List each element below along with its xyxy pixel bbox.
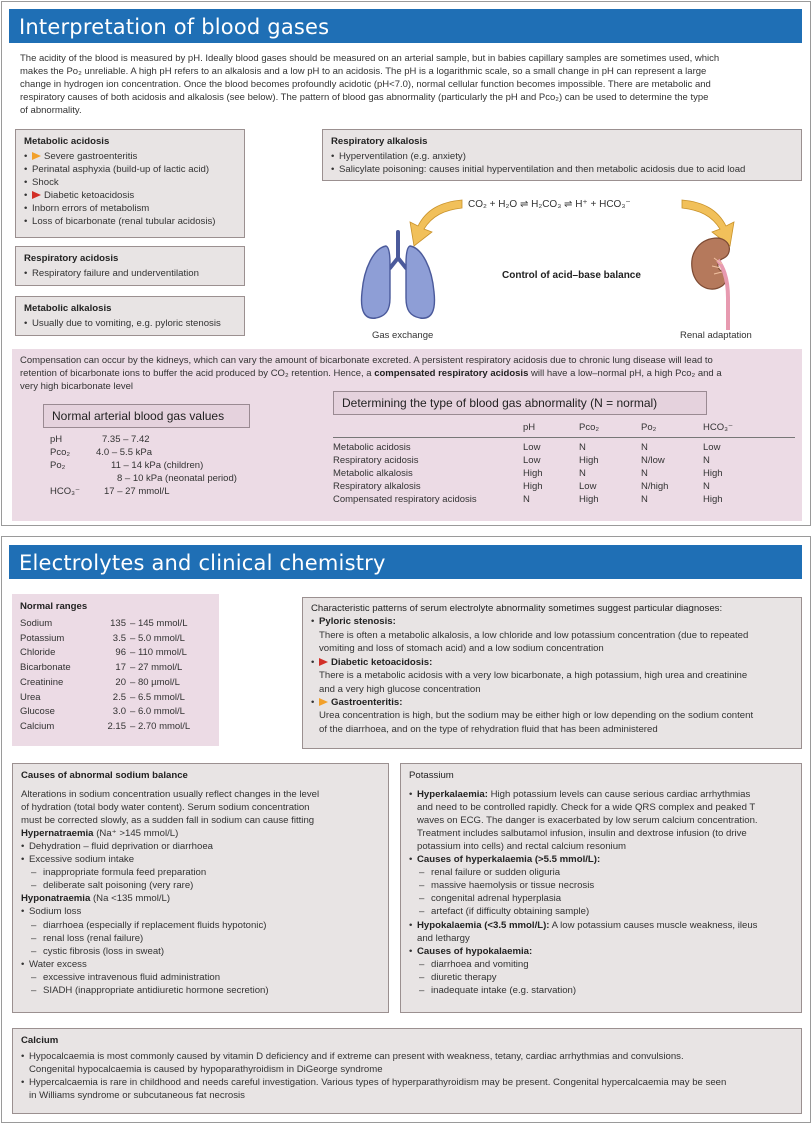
metabolic-acidosis-heading: Metabolic acidosis [24, 136, 110, 147]
list-item: – congenital adrenal hyperplasia [409, 892, 793, 905]
list-item: • Severe gastroenteritis [24, 150, 236, 163]
hyperkalaemia-text: and need to be controlled rapidly. Check for a wide QRS complex and peaked T waves on ECG. The danger is exacerbated by low serum calcium concentration. Treatment includes salbutamol infusion, insulin and dextrose infusion (to drive potassium into cells) and rectal calcium resonium [417, 802, 758, 853]
table-row: Potassium 3.5 – 5.0 mmol/L [20, 632, 185, 644]
list-item: – deliberate salt poisoning (very rare) [21, 879, 380, 892]
list-item: – cystic fibrosis (loss in sweat) [21, 945, 380, 958]
list-item: – renal failure or sudden oliguria [409, 866, 793, 879]
determining-heading-box [333, 391, 707, 415]
list-item: • Hyperventilation (e.g. anxiety) [331, 150, 793, 163]
intro-line: respiratory causes of both acidosis and alkalosis (see below). The pattern of blood gas abnormality (particularly the pH and Pco₂) can be used to determine the type [20, 92, 709, 103]
table-row: 8 – 10 kPa (neonatal period) [117, 472, 237, 484]
table-row: Sodium 135 – 145 mmol/L [20, 618, 188, 630]
orange-flag-icon [319, 698, 328, 706]
gastro-text: Urea concentration is high, but the sodium may be either high or low depending on the sodium content of the diarrhoea, and on the type of rehydration fluid that has been administered [319, 710, 754, 735]
list-item: • Sodium loss [21, 905, 380, 918]
table-row: Bicarbonate 17 – 27 mmol/L [20, 662, 183, 674]
acid-base-center-label: Control of acid–base balance [502, 270, 641, 281]
compensation-line: retention of bicarbonate ions to buffer the acid produced by CO₂ retention. Hence, a compensated respiratory acidosis will have a low–normal pH, a high Pco₂ and a [20, 368, 722, 380]
metabolic-alkalosis-box [15, 296, 245, 336]
table-row: Glucose 3.0 – 6.0 mmol/L [20, 706, 185, 718]
table-row: Respiratory acidosis Low High N/low N [333, 454, 710, 466]
list-item: – inappropriate formula feed preparation [21, 866, 380, 879]
normal-ranges-table [20, 617, 190, 735]
red-flag-icon [319, 658, 328, 666]
list-item: – excessive intravenous fluid administration [21, 971, 380, 984]
respiratory-alkalosis-heading: Respiratory alkalosis [331, 136, 428, 147]
normal-ranges-box [12, 594, 219, 746]
compensation-line: very high bicarbonate level [20, 381, 134, 393]
sodium-heading: Causes of abnormal sodium balance [21, 770, 188, 781]
list-item: • Hypercalcaemia is rare in childhood and needs careful investigation. Various types of hyperparathyroidism may be present. Congenital hypercalcaemia may be seen in Williams syndrome or subcutaneous fat necrosis [21, 1076, 793, 1102]
list-item: – diarrhoea (especially if replacement fluids hypotonic) [21, 919, 380, 932]
lungs-icon [362, 232, 435, 318]
acid-base-diagram [340, 188, 800, 348]
list-item: • Causes of hyperkalaemia (>5.5 mmol/L): [409, 853, 793, 866]
gas-exchange-label: Gas exchange [372, 330, 434, 341]
patterns-heading: Characteristic patterns of serum electrolyte abnormality sometimes suggest particular diagnoses: [311, 603, 723, 614]
table-row: Calcium 2.15 – 2.70 mmol/L [20, 721, 191, 733]
intro-line: of abnormality. [20, 105, 82, 116]
blood-gases-intro [20, 52, 800, 117]
list-item: • Shock [24, 176, 236, 189]
red-flag-icon [32, 191, 41, 199]
list-item: • Usually due to vomiting, e.g. pyloric stenosis [24, 317, 236, 330]
hypokalaemia-text: and lethargy [417, 932, 470, 944]
respiratory-acidosis-box [15, 246, 245, 286]
hypernatraemia-heading: Hypernatraemia (Na⁺ >145 mmol/L) [21, 828, 179, 840]
list-item: – SIADH (inappropriate antidiuretic hormone secretion) [21, 984, 380, 997]
table-row: Metabolic acidosis Low N N Low [333, 441, 721, 453]
list-item: – inadequate intake (e.g. starvation) [409, 984, 793, 997]
acid-base-illustration [340, 188, 800, 348]
list-item: • Inborn errors of metabolism [24, 202, 236, 215]
acid-base-equation: CO₂ + H₂O ⇌ H₂CO₃ ⇌ H⁺ + HCO₃⁻ [468, 199, 631, 210]
pyloric-text: There is often a metabolic alkalosis, a low chloride and low potassium concentration (due to repeated vomiting and loss of stomach acid) and a low sodium concentration [319, 629, 749, 655]
list-item: • Dehydration – fluid deprivation or diarrhoea [21, 840, 380, 853]
table-row: Creatinine 20 – 80 µmol/L [20, 676, 180, 688]
dka-text: There is a metabolic acidosis with a very low bicarbonate, a high potassium, high urea and creatinine and a very high glucose concentration [319, 670, 748, 695]
renal-adaptation-label: Renal adaptation [680, 330, 752, 341]
list-item: • Diabetic ketoacidosis [24, 189, 236, 202]
table-row: Respiratory alkalosis High Low N/high N [333, 480, 710, 492]
table-row: Po₂ 11 – 14 kPa (children) [50, 459, 204, 471]
list-item: – diuretic therapy [409, 971, 793, 984]
table-row: Metabolic alkalosis High N N High [333, 467, 723, 479]
blood-gases-title: Interpretation of blood gases [9, 9, 802, 43]
respiratory-alkalosis-box [322, 129, 802, 181]
potassium-heading: Potassium [409, 770, 454, 781]
table-row: pH 7.35 – 7.42 [50, 434, 150, 445]
normal-values-heading-box [43, 404, 250, 428]
list-item: • Loss of bicarbonate (renal tubular acidosis) [24, 215, 236, 228]
sodium-balance-box [12, 763, 389, 1013]
list-item: • Hyperkalaemia: High potassium levels can cause serious cardiac arrhythmias [409, 788, 793, 801]
list-item: • Perinatal asphyxia (build-up of lactic acid) [24, 163, 236, 176]
determining-heading: Determining the type of blood gas abnormality (N = normal) [342, 396, 658, 410]
sodium-intro: Alterations in sodium concentration usually reflect changes in the level of hydration (total body water content). Serum sodium concentration must be corrected slowly, as a sudden fall in sodium can cause fitting [21, 789, 320, 827]
list-item: • Respiratory failure and underventilation [24, 267, 236, 280]
intro-line: makes the Po₂ unreliable. A high pH refers to an alkalosis and a low pH to an acidosis. The pH is a logarithmic scale, so a small change in pH can represent a large [20, 66, 707, 77]
list-item: • Gastroenteritis: [311, 696, 793, 709]
kidney-icon [692, 238, 730, 330]
list-item: – diarrhoea and vomiting [409, 958, 793, 971]
table-row: Urea 2.5 – 6.5 mmol/L [20, 691, 185, 703]
metabolic-alkalosis-heading: Metabolic alkalosis [24, 303, 112, 314]
arrow-left-icon [410, 200, 462, 246]
list-item: – massive haemolysis or tissue necrosis [409, 879, 793, 892]
list-item: • Pyloric stenosis: [311, 615, 793, 628]
table-row: Chloride 96 – 110 mmol/L [20, 647, 187, 659]
table-row: Pco₂ 4.0 – 5.5 kPa [50, 446, 152, 458]
metabolic-acidosis-box [15, 129, 245, 238]
electrolyte-patterns-box [302, 597, 802, 749]
table-header-row: pH Pco₂ Po₂ HCO₃⁻ [333, 422, 795, 437]
calcium-heading: Calcium [21, 1035, 59, 1046]
normal-values-table [50, 434, 237, 499]
list-item: • Salicylate poisoning: causes initial hyperventilation and then metabolic acidosis due to acid load [331, 163, 793, 176]
potassium-box [400, 763, 802, 1013]
normal-ranges-heading: Normal ranges [20, 601, 88, 612]
list-item: – renal loss (renal failure) [21, 932, 380, 945]
orange-flag-icon [32, 152, 41, 160]
list-item: • Excessive sodium intake [21, 853, 380, 866]
calcium-box [12, 1028, 802, 1114]
respiratory-acidosis-heading: Respiratory acidosis [24, 253, 119, 264]
list-item: • Hypocalcaemia is most commonly caused by vitamin D deficiency and if extreme can present with weakness, tetany, cardiac arrhythmias and convulsions. Congenital hypocalcaemia is caused by hypoparathyroidism in DiGeorge syndrome [21, 1050, 793, 1076]
normal-values-heading: Normal arterial blood gas values [52, 409, 225, 423]
list-item: • Diabetic ketoacidosis: [311, 656, 793, 669]
intro-line: The acidity of the blood is measured by pH. Ideally blood gases should be measured on an arterial sample, but in babies capillary samples are sometimes used, which [20, 53, 720, 64]
list-item: • Hypokalaemia (<3.5 mmol/L): A low potassium causes muscle weakness, ileus [409, 919, 793, 932]
determining-table [333, 422, 795, 506]
intro-line: change in hydrogen ion concentration. Once the blood becomes profoundly acidotic (pH<7.0), normal cellular function becomes impossible. There are metabolic and [20, 79, 711, 90]
compensation-line: Compensation can occur by the kidneys, which can vary the amount of bicarbonate excreted. A persistent respiratory acidosis due to chronic lung disease will lead to [20, 355, 713, 366]
electrolytes-title: Electrolytes and clinical chemistry [9, 545, 802, 579]
hyponatraemia-heading: Hyponatraemia (Na <135 mmol/L) [21, 893, 171, 905]
table-row: Compensated respiratory acidosis N High N High [333, 493, 723, 505]
list-item: • Causes of hypokalaemia: [409, 945, 793, 958]
list-item: • Water excess [21, 958, 380, 971]
table-row: HCO₃⁻ 17 – 27 mmol/L [50, 485, 170, 497]
list-item: – artefact (if difficulty obtaining sample) [409, 905, 793, 918]
compensation-text [20, 354, 798, 393]
